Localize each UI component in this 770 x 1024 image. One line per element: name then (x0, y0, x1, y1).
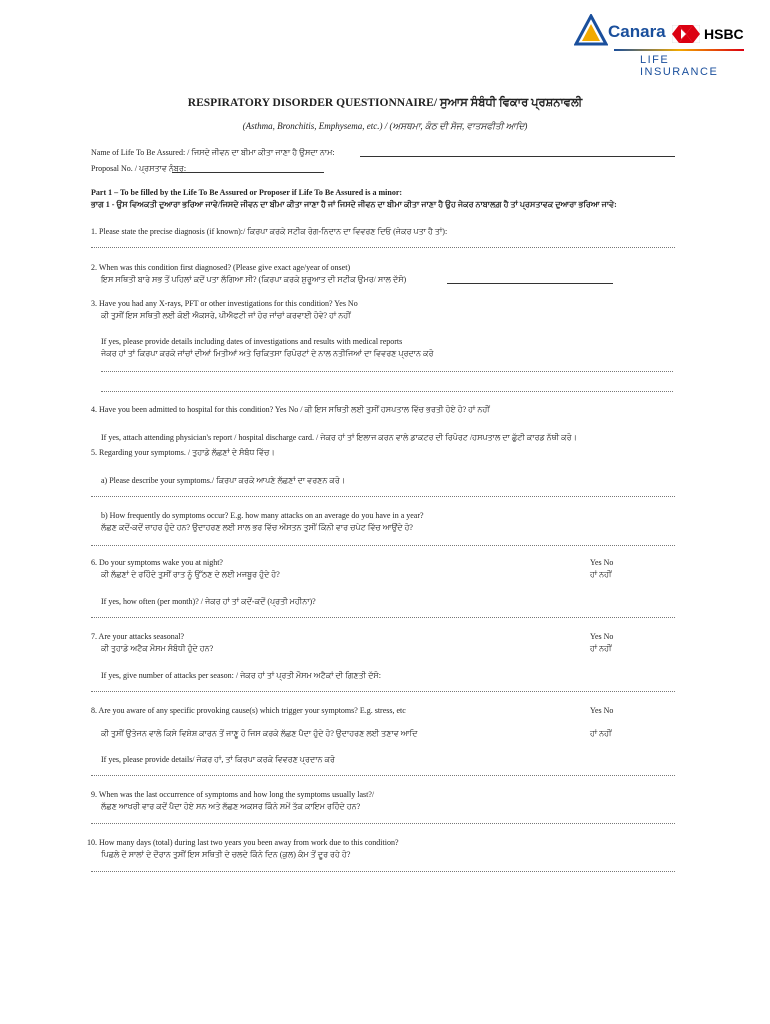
q5b-label-pa: ਲੱਛਣ ਕਦੋਂ-ਕਦੋਂ ਜ਼ਾਹਰ ਹੁੰਦੇ ਹਨ? ਉਦਾਹਰਣ ਲਈ ਸਾਲ ਭਰ ਵਿੱਚ ਔਸਤਨ ਤੁਸੀਂ ਕਿੰਨੀ ਵਾਰ ਚਪੇਟ ਵਿੱਚ ਆਉਂਦੇ ਹੋ? (101, 523, 413, 532)
q10-label-pa: ਪਿਛਲੇ ਦੋ ਸਾਲਾਂ ਦੇ ਦੌਰਾਨ ਤੁਸੀਂ ਇਸ ਸਥਿਤੀ ਦੇ ਚਲਦੇ ਕਿੰਨੇ ਦਿਨ (ਕੁਲ) ਕੰਮ ਤੋਂ ਦੂਰ ਰਹੇ ਹੋ? (101, 850, 351, 859)
q8-label-en: 8. Are you aware of any specific provoking cause(s) which trigger your symptoms? E.g. stress, etc (91, 706, 406, 715)
q8-label-pa: ਕੀ ਤੁਸੀਂ ਉਤੇਜਨ ਵਾਲੇ ਕਿਸੇ ਵਿਸ਼ੇਸ਼ ਕਾਰਨ ਤੋਂ ਜਾਣੂ ਹੋ ਜਿਸ ਕਰਕੇ ਲੱਛਣ ਪੈਦਾ ਹੁੰਦੇ ਹੋ? ਉਦਾਹਰਣ ਲਈ ਤਣਾਵ ਆਦਿ (101, 729, 418, 738)
q6-answer-line[interactable] (91, 617, 675, 618)
brand-canara: Canara (608, 22, 666, 41)
q2-answer-line[interactable] (447, 283, 613, 284)
q7-answer-line[interactable] (91, 691, 675, 692)
name-label: Name of Life To Be Assured: / ਜਿਸਦੇ ਜੀਵਨ ਦਾ ਬੀਮਾ ਕੀਤਾ ਜਾਣਾ ਹੈ ਉਸਦਾ ਨਾਮ: (91, 148, 335, 157)
part1-heading-en: Part 1 – To be filled by the Life To Be Assured or Proposer if Life To Be Assured is a minor: (91, 188, 403, 197)
q8-ifyes: If yes, please provide details/ ਜੇਕਰ ਹਾਂ, ਤਾਂ ਕਿਰਪਾ ਕਰਕੇ ਵਿਵਰਣ ਪ੍ਰਦਾਨ ਕਰੋ (101, 755, 335, 764)
q7-ifyes: If yes, give number of attacks per season: / ਜੇਕਰ ਹਾਂ ਤਾਂ ਪ੍ਰਤੀ ਮੌਸਮ ਅਟੈਕਾਂ ਦੀ ਗਿਣਤੀ ਦੱਸੋ: (101, 671, 381, 680)
q10-answer-line[interactable] (91, 871, 675, 872)
q7-yes-no-pa[interactable]: ਹਾਂ ਨਹੀਂ (590, 644, 612, 653)
q10-label-en: 10. How many days (total) during last two years you been away from work due to this condition? (87, 838, 399, 847)
brand-life-insurance: LIFE INSURANCE (640, 54, 719, 78)
q9-answer-line[interactable] (91, 823, 675, 824)
q9-label-en: 9. When was the last occurrence of symptoms and how long the symptoms usually last?/ (91, 790, 375, 799)
logo (574, 12, 746, 78)
q5a-label: a) Please describe your symptoms./ ਕਿਰਪਾ ਕਰਕੇ ਆਪਣੇ ਲੱਛਣਾਂ ਦਾ ਵਰਣਨ ਕਰੋ। (101, 476, 346, 485)
q5b-answer-line[interactable] (91, 545, 675, 546)
page-title: RESPIRATORY DISORDER QUESTIONNAIRE/ ਸੁਆਸ ਸੰਬੰਧੀ ਵਿਕਾਰ ਪ੍ਰਸ਼ਨਾਵਲੀ (187, 97, 583, 109)
q8-answer-line[interactable] (91, 775, 675, 776)
q6-yes-no-en[interactable]: Yes No (590, 558, 614, 567)
q3-label-en: 3. Have you had any X-rays, PFT or other investigations for this condition? Yes No (91, 299, 358, 308)
name-field[interactable] (360, 156, 675, 157)
q2-label-pa: ਇਸ ਸਥਿਤੀ ਬਾਰੇ ਸਭ ਤੋਂ ਪਹਿਲਾਂ ਕਦੋਂ ਪਤਾ ਲੱਗਿਆ ਸੀ? (ਕਿਰਪਾ ਕਰਕੇ ਸ਼ੁਰੂਆਤ ਦੀ ਸਟੀਕ ਉਮਰ/ ਸਾਲ ਦੱਸੋ) (101, 275, 407, 284)
proposal-field[interactable] (172, 172, 324, 173)
q8-yes-no-pa[interactable]: ਹਾਂ ਨਹੀਂ (590, 729, 612, 738)
q6-yes-no-pa[interactable]: ਹਾਂ ਨਹੀਂ (590, 570, 612, 579)
q5a-answer-line[interactable] (91, 496, 675, 497)
q6-label-en: 6. Do your symptoms wake you at night? (91, 558, 223, 567)
q4-ifyes: If yes, attach attending physician's report / hospital discharge card. / ਜੇਕਰ ਹਾਂ ਤਾਂ ਇਲਾਜ ਕਰਨ ਵਾਲੇ ਡਾਕਟਰ ਦੀ ਰਿਪੋਰਟ /ਹਸਪਤਾਲ ਦਾ ਛੁੱਟੀ ਕਾਰਡ ਨੱਥੀ ਕਰੋ। (101, 433, 577, 442)
part1-heading-pa: ਭਾਗ 1 - ਉਸ ਵਿਅਕਤੀ ਦੁਆਰਾ ਭਰਿਆ ਜਾਵੇ/ਜਿਸਦੇ ਜੀਵਨ ਦਾ ਬੀਮਾ ਕੀਤਾ ਜਾਣਾ ਹੈ ਜਾਂ ਜਿਸਦੇ ਜੀਵਨ ਦਾ ਬੀਮਾ ਕੀਤਾ ਜਾਣਾ ਹੈ ਉਹ ਜੇਕਰ ਨਾਬਾਲਗ਼ ਹੈ ਤਾਂ ਪ੍ਰਸਤਾਵਕ ਦੁਆਰਾ ਭਰਿਆ ਜਾਵੇ: (91, 200, 617, 209)
q2-label-en: 2. When was this condition first diagnosed? (Please give exact age/year of onset) (91, 263, 351, 272)
hsbc-hexagon-icon (672, 25, 700, 43)
q7-yes-no-en[interactable]: Yes No (590, 632, 614, 641)
canara-logo-icon (574, 14, 608, 48)
q3-ifyes-en: If yes, please provide details including dates of investigations and results with medical reports (101, 337, 403, 346)
q3-label-pa: ਕੀ ਤੁਸੀਂ ਇਸ ਸਥਿਤੀ ਲਈ ਕੋਈ ਐਕਸਰੇ, ਪੀਐਫਟੀ ਜਾਂ ਹੋਰ ਜਾਂਚਾਂ ਕਰਵਾਈ ਹੋਵੇ? ਹਾਂ ਨਹੀਂ (101, 311, 351, 320)
q7-label-pa: ਕੀ ਤੁਹਾਡੇ ਅਟੈਕ ਮੌਸਮ ਸੰਬੰਧੀ ਹੁੰਦੇ ਹਨ? (101, 644, 214, 653)
page-subtitle: (Asthma, Bronchitis, Emphysema, etc.) / (ਅਸਥਮਾ, ਕੰਠ ਦੀ ਸੋਜ, ਵਾਤਸਫੀਤੀ ਆਦਿ) (242, 121, 528, 131)
q1-answer-line[interactable] (91, 247, 675, 248)
q9-label-pa: ਲੱਛਣ ਆਖਰੀ ਵਾਰ ਕਦੋਂ ਪੈਦਾ ਹੋਏ ਸਨ ਅਤੇ ਲੱਛਣ ਅਕਸਰ ਕਿੰਨੇ ਸਮੇਂ ਤੱਕ ਕਾਇਮ ਰਹਿੰਦੇ ਹਨ? (101, 802, 361, 811)
q6-label-pa: ਕੀ ਲੱਛਣਾਂ ਦੇ ਰਹਿੰਦੇ ਤੁਸੀਂ ਰਾਤ ਨੂੰ ਉੱਠਣ ਦੇ ਲਈ ਮਜਬੂਰ ਹੁੰਦੇ ਹੋ? (101, 570, 280, 579)
q4-label: 4. Have you been admitted to hospital for this condition? Yes No / ਕੀ ਇਸ ਸਥਿਤੀ ਲਈ ਤੁਸੀਂ ਹਸਪਤਾਲ ਵਿੱਚ ਭਰਤੀ ਹੋਏ ਹੋ? ਹਾਂ ਨਹੀਂ (91, 405, 490, 414)
q3-answer-line-2[interactable] (101, 391, 673, 392)
q5-label: 5. Regarding your symptoms. / ਤੁਹਾਡੇ ਲੱਛਣਾਂ ਦੇ ਸੰਬੰਧ ਵਿੱਚ। (91, 448, 275, 457)
q1-label: 1. Please state the precise diagnosis (if known):/ ਕਿਰਪਾ ਕਰਕੇ ਸਟੀਕ ਰੋਗ-ਨਿਦਾਨ ਦਾ ਵਿਵਰਣ ਦਿਓ (ਜੇਕਰ ਪਤਾ ਹੈ ਤਾਂ): (91, 227, 448, 236)
brand-hsbc: HSBC (704, 26, 744, 42)
q6-ifyes: If yes, how often (per month)? / ਜੇਕਰ ਹਾਂ ਤਾਂ ਕਦੋਂ-ਕਦੋਂ (ਪ੍ਰਤੀ ਮਹੀਨਾ)? (101, 597, 316, 606)
q8-yes-no-en[interactable]: Yes No (590, 706, 614, 715)
proposal-label: Proposal No. / ਪ੍ਰਸਤਾਵ ਨੰਬਰ: (91, 164, 187, 173)
q3-answer-line-1[interactable] (101, 371, 673, 372)
brand-divider (614, 49, 744, 51)
q3-ifyes-pa: ਜੇਕਰ ਹਾਂ ਤਾਂ ਕਿਰਪਾ ਕਰਕੇ ਜਾਂਚਾਂ ਦੀਆਂ ਮਿਤੀਆਂ ਅਤੇ ਚਿਕਿਤਸਾ ਰਿਪੋਰਟਾਂ ਦੇ ਨਾਲ ਨਤੀਜਿਆਂ ਦਾ ਵਿਵਰਣ ਪ੍ਰਦਾਨ ਕਰੋ (101, 349, 434, 358)
q7-label-en: 7. Are your attacks seasonal? (91, 632, 185, 641)
q5b-label-en: b) How frequently do symptoms occur? E.g. how many attacks on an average do you have in a year? (101, 511, 424, 520)
